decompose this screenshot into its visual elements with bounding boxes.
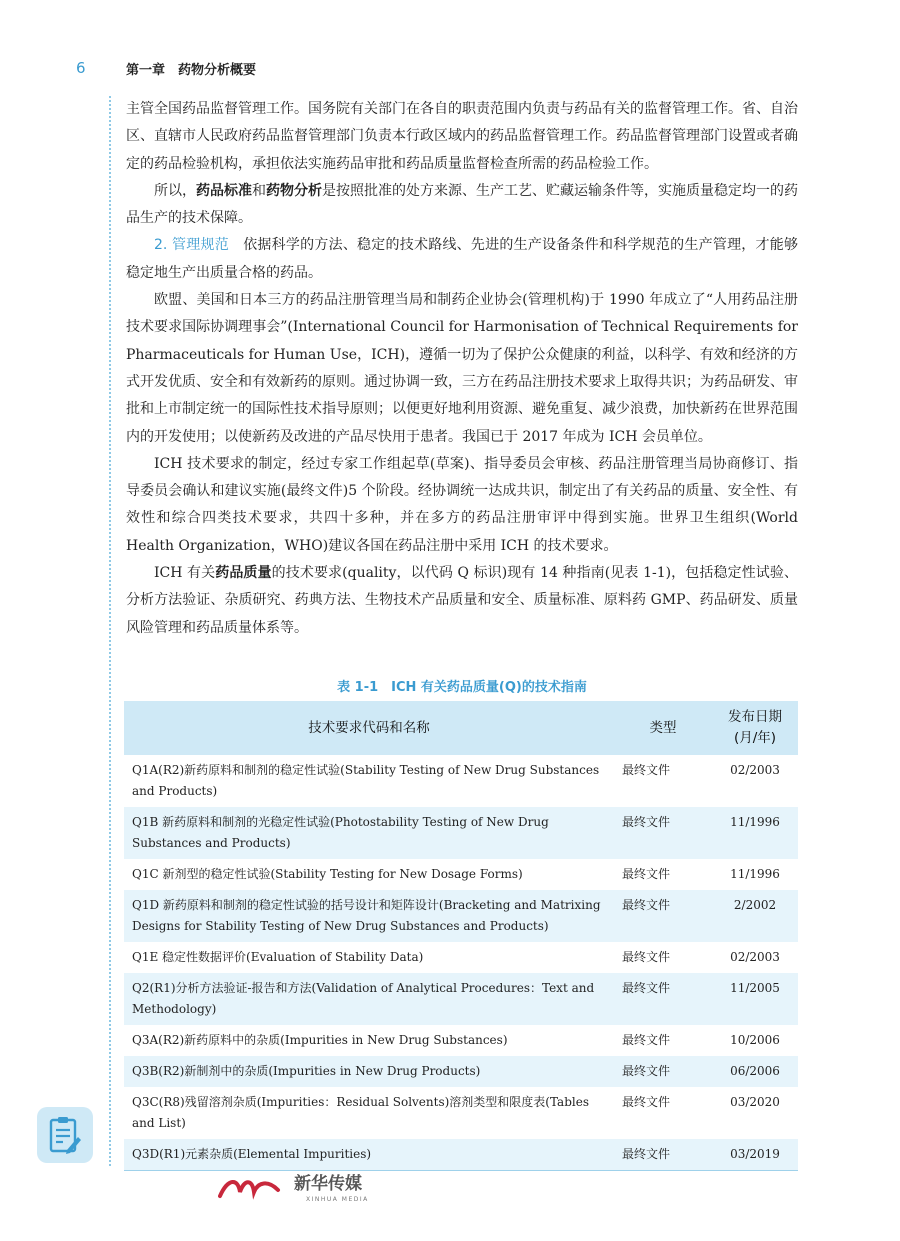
bold-term-drug-analysis: 药物分析 <box>266 182 322 199</box>
cell-type: 最终文件 <box>622 1095 671 1109</box>
cell-date: 2/2002 <box>712 890 798 942</box>
table-row <box>124 807 798 859</box>
cell-date: 03/2019 <box>712 1139 798 1171</box>
header-code-name: 技术要求代码和名称 <box>124 701 614 755</box>
cell-name: Q3A(R2)新药原料中的杂质(Impurities in New Drug Substances) <box>132 1033 508 1047</box>
svg-text:XINHUA MEDIA: XINHUA MEDIA <box>306 1196 369 1203</box>
cell-type: 最终文件 <box>622 867 671 881</box>
paragraph-4: 欧盟、美国和日本三方的药品注册管理当局和制药企业协会(管理机构)于 1990 年成立了“人用药品注册技术要求国际协调理事会”(International Council for Harmonisation of Technical Requirements for Pharmaceuticals for Human Use，ICH)，遵循一切为了保护公众健康的利益，以科学、有效和经济的方式开发优质、安全和有效新药的原则。通过协调一致，三方在药品注册技术要求上取得共识；为药品研发、审批和上市制定统一的国际性技术指导原则；以便更好地利用资源、避免重复、减少浪费，加快新药在世界范围内的开发使用；以使新药及改进的产品尽快用于患者。我国已于 2017 年成为 ICH 会员单位。 <box>126 292 798 445</box>
cell-name: Q2(R1)分析方法验证-报告和方法(Validation of Analytical Procedures：Text and Methodology) <box>124 973 614 1025</box>
cell-type: 最终文件 <box>622 763 671 777</box>
table-row <box>124 973 798 1025</box>
cell-type: 最终文件 <box>622 950 671 964</box>
chapter-title: 第一章 药物分析概要 <box>126 62 257 78</box>
table-header-row <box>124 701 798 755</box>
header-type: 类型 <box>614 701 712 755</box>
section-heading-management-standards: 2. 管理规范 <box>154 237 229 254</box>
cell-name: Q3D(R1)元素杂质(Elemental Impurities) <box>124 1139 614 1171</box>
paragraph-2: 所以，药品标准和药物分析是按照批准的处方来源、生产工艺、贮藏运输条件等，实施质量稳定均一的药品生产的技术保障。 <box>126 182 798 227</box>
table-row <box>124 1025 798 1056</box>
table-row <box>124 1139 798 1171</box>
paragraph-6: ICH 有关药品质量的技术要求(quality，以代码 Q 标识)现有 14 种指南(见表 1-1)，包括稳定性试验、分析方法验证、杂质研究、药典方法、生物技术产品质量和安全、质量标准、原料药 GMP、药品研发、质量风险管理和药品质量体系等。 <box>126 565 799 636</box>
cell-name: Q1C 新剂型的稳定性试验(Stability Testing for New Dosage Forms) <box>132 867 523 881</box>
cell-type: 最终文件 <box>622 1033 671 1047</box>
cell-date: 11/2005 <box>712 973 798 1025</box>
cell-name: Q1E 稳定性数据评价(Evaluation of Stability Data) <box>132 950 424 964</box>
bold-term-drug-quality: 药品质量 <box>215 565 272 582</box>
margin-dotted-line <box>109 96 111 1166</box>
cell-type: 最终文件 <box>614 1139 712 1171</box>
table-row <box>124 890 798 942</box>
table-row <box>124 942 798 973</box>
cell-date: 02/2003 <box>730 950 780 964</box>
cell-date: 11/1996 <box>712 807 798 859</box>
table-row <box>124 755 798 807</box>
cell-date: 10/2006 <box>730 1033 780 1047</box>
cell-type: 最终文件 <box>614 1056 712 1087</box>
svg-text:新华传媒: 新华传媒 <box>294 1174 362 1194</box>
cell-date: 11/1996 <box>730 867 780 881</box>
header-date: 发布日期 (月/年) <box>712 701 798 755</box>
cell-name: Q1A(R2)新药原料和制剂的稳定性试验(Stability Testing of New Drug Substances and Products) <box>132 763 600 798</box>
cell-type: 最终文件 <box>614 890 712 942</box>
cell-type: 最终文件 <box>614 807 712 859</box>
cell-type: 最终文件 <box>614 973 712 1025</box>
cell-name: Q3B(R2)新制剂中的杂质(Impurities in New Drug Products) <box>124 1056 614 1087</box>
cell-name: Q1B 新药原料和制剂的光稳定性试验(Photostability Testing of New Drug Substances and Products) <box>124 807 614 859</box>
cell-name: Q1D 新药原料和制剂的稳定性试验的括号设计和矩阵设计(Bracketing and Matrixing Designs for Stability Testing of New Drug Substances and Products) <box>124 890 614 942</box>
page-number: 6 <box>76 59 86 77</box>
cell-date: 03/2020 <box>730 1095 780 1109</box>
page-header <box>76 56 256 80</box>
xinhua-media-logo <box>218 1170 378 1204</box>
table-row <box>124 859 798 890</box>
cell-name: Q3C(R8)残留溶剂杂质(Impurities：Residual Solvents)溶剂类型和限度表(Tables and List) <box>132 1095 589 1130</box>
ich-quality-guidelines-table <box>124 701 798 1171</box>
body-text <box>126 96 798 642</box>
bold-term-drug-standard: 药品标准 <box>196 182 252 199</box>
paragraph-1: 主管全国药品监督管理工作。国务院有关部门在各自的职责范围内负责与药品有关的监督管理工作。省、自治区、直辖市人民政府药品监督管理部门负责本行政区域内的药品监督管理工作。药品监督管理部门设置或者确定的药品检验机构，承担依法实施药品审批和药品质量监督检查所需的药品检验工作。 <box>126 101 798 172</box>
cell-date: 02/2003 <box>730 763 780 777</box>
table-caption: 表 1-1 ICH 有关药品质量(Q)的技术指南 <box>337 680 587 695</box>
cell-date: 06/2006 <box>712 1056 798 1087</box>
paragraph-5: ICH 技术要求的制定，经过专家工作组起草(草案)、指导委员会审核、药品注册管理当局协商修订、指导委员会确认和建议实施(最终文件)5 个阶段。经协调统一达成共识，制定出了有关药品的质量、安全性、有效性和综合四类技术要求，共四十多种，并在多方的药品注册审评中得到实施。世界卫生组织(World Health Organization，WHO)建议各国在药品注册中采用 ICH 的技术要求。 <box>126 455 798 554</box>
paragraph-3: 2. 管理规范 依据科学的方法、稳定的技术路线、先进的生产设备条件和科学规范的生产管理，才能够稳定地生产出质量合格的药品。 <box>126 237 798 281</box>
clipboard-pencil-icon <box>37 1107 93 1163</box>
table-row <box>124 1056 798 1087</box>
table-row <box>124 1087 798 1139</box>
